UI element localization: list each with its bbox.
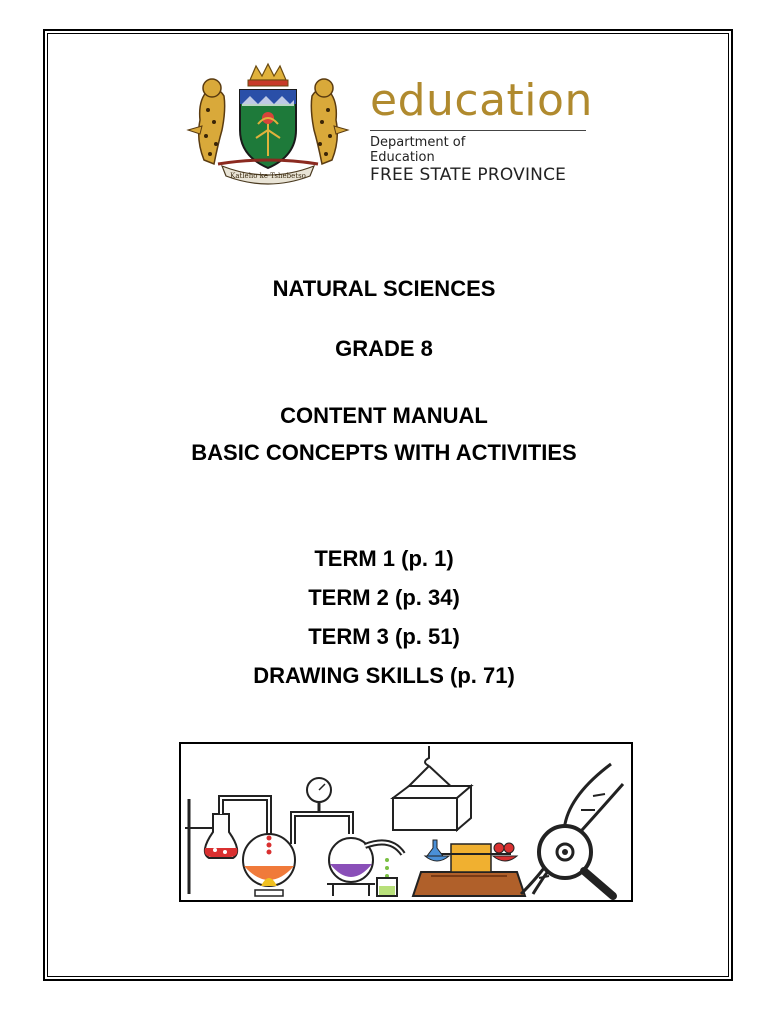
shield-icon (240, 90, 296, 168)
logo-education-line: Education (370, 150, 435, 165)
crane-box-icon (393, 746, 471, 830)
science-illustration (179, 742, 633, 902)
pressure-gauge-icon (307, 778, 331, 814)
logo-wordmark: education (370, 75, 593, 126)
beaker-icon (377, 858, 397, 896)
crest-motto: Katleho ke Tshebetso (230, 172, 306, 180)
department-logo (370, 75, 600, 185)
grade-title: GRADE 8 (335, 336, 433, 361)
logo-divider (370, 130, 586, 131)
lab-distillation-apparatus-icon (185, 798, 295, 896)
crown-icon (248, 64, 288, 86)
balance-scale-icon (413, 840, 525, 896)
contents-item-term2: TERM 2 (p. 34) (308, 585, 460, 610)
dna-magnifier-icon (521, 764, 623, 896)
manual-title: CONTENT MANUAL (280, 403, 488, 428)
leopard-right-icon (311, 79, 348, 164)
contents-item-term1: TERM 1 (p. 1) (314, 546, 454, 571)
leopard-left-icon (188, 79, 225, 164)
subject-title: NATURAL SCIENCES (272, 276, 496, 301)
contents-item-drawing-skills: DRAWING SKILLS (p. 71) (253, 663, 515, 688)
logo-province: FREE STATE PROVINCE (370, 165, 567, 185)
manual-subtitle: BASIC CONCEPTS WITH ACTIVITIES (191, 440, 577, 465)
logo-department-line: Department of (370, 135, 466, 150)
contents-item-term3: TERM 3 (p. 51) (308, 624, 460, 649)
coat-of-arms-icon (178, 60, 358, 192)
